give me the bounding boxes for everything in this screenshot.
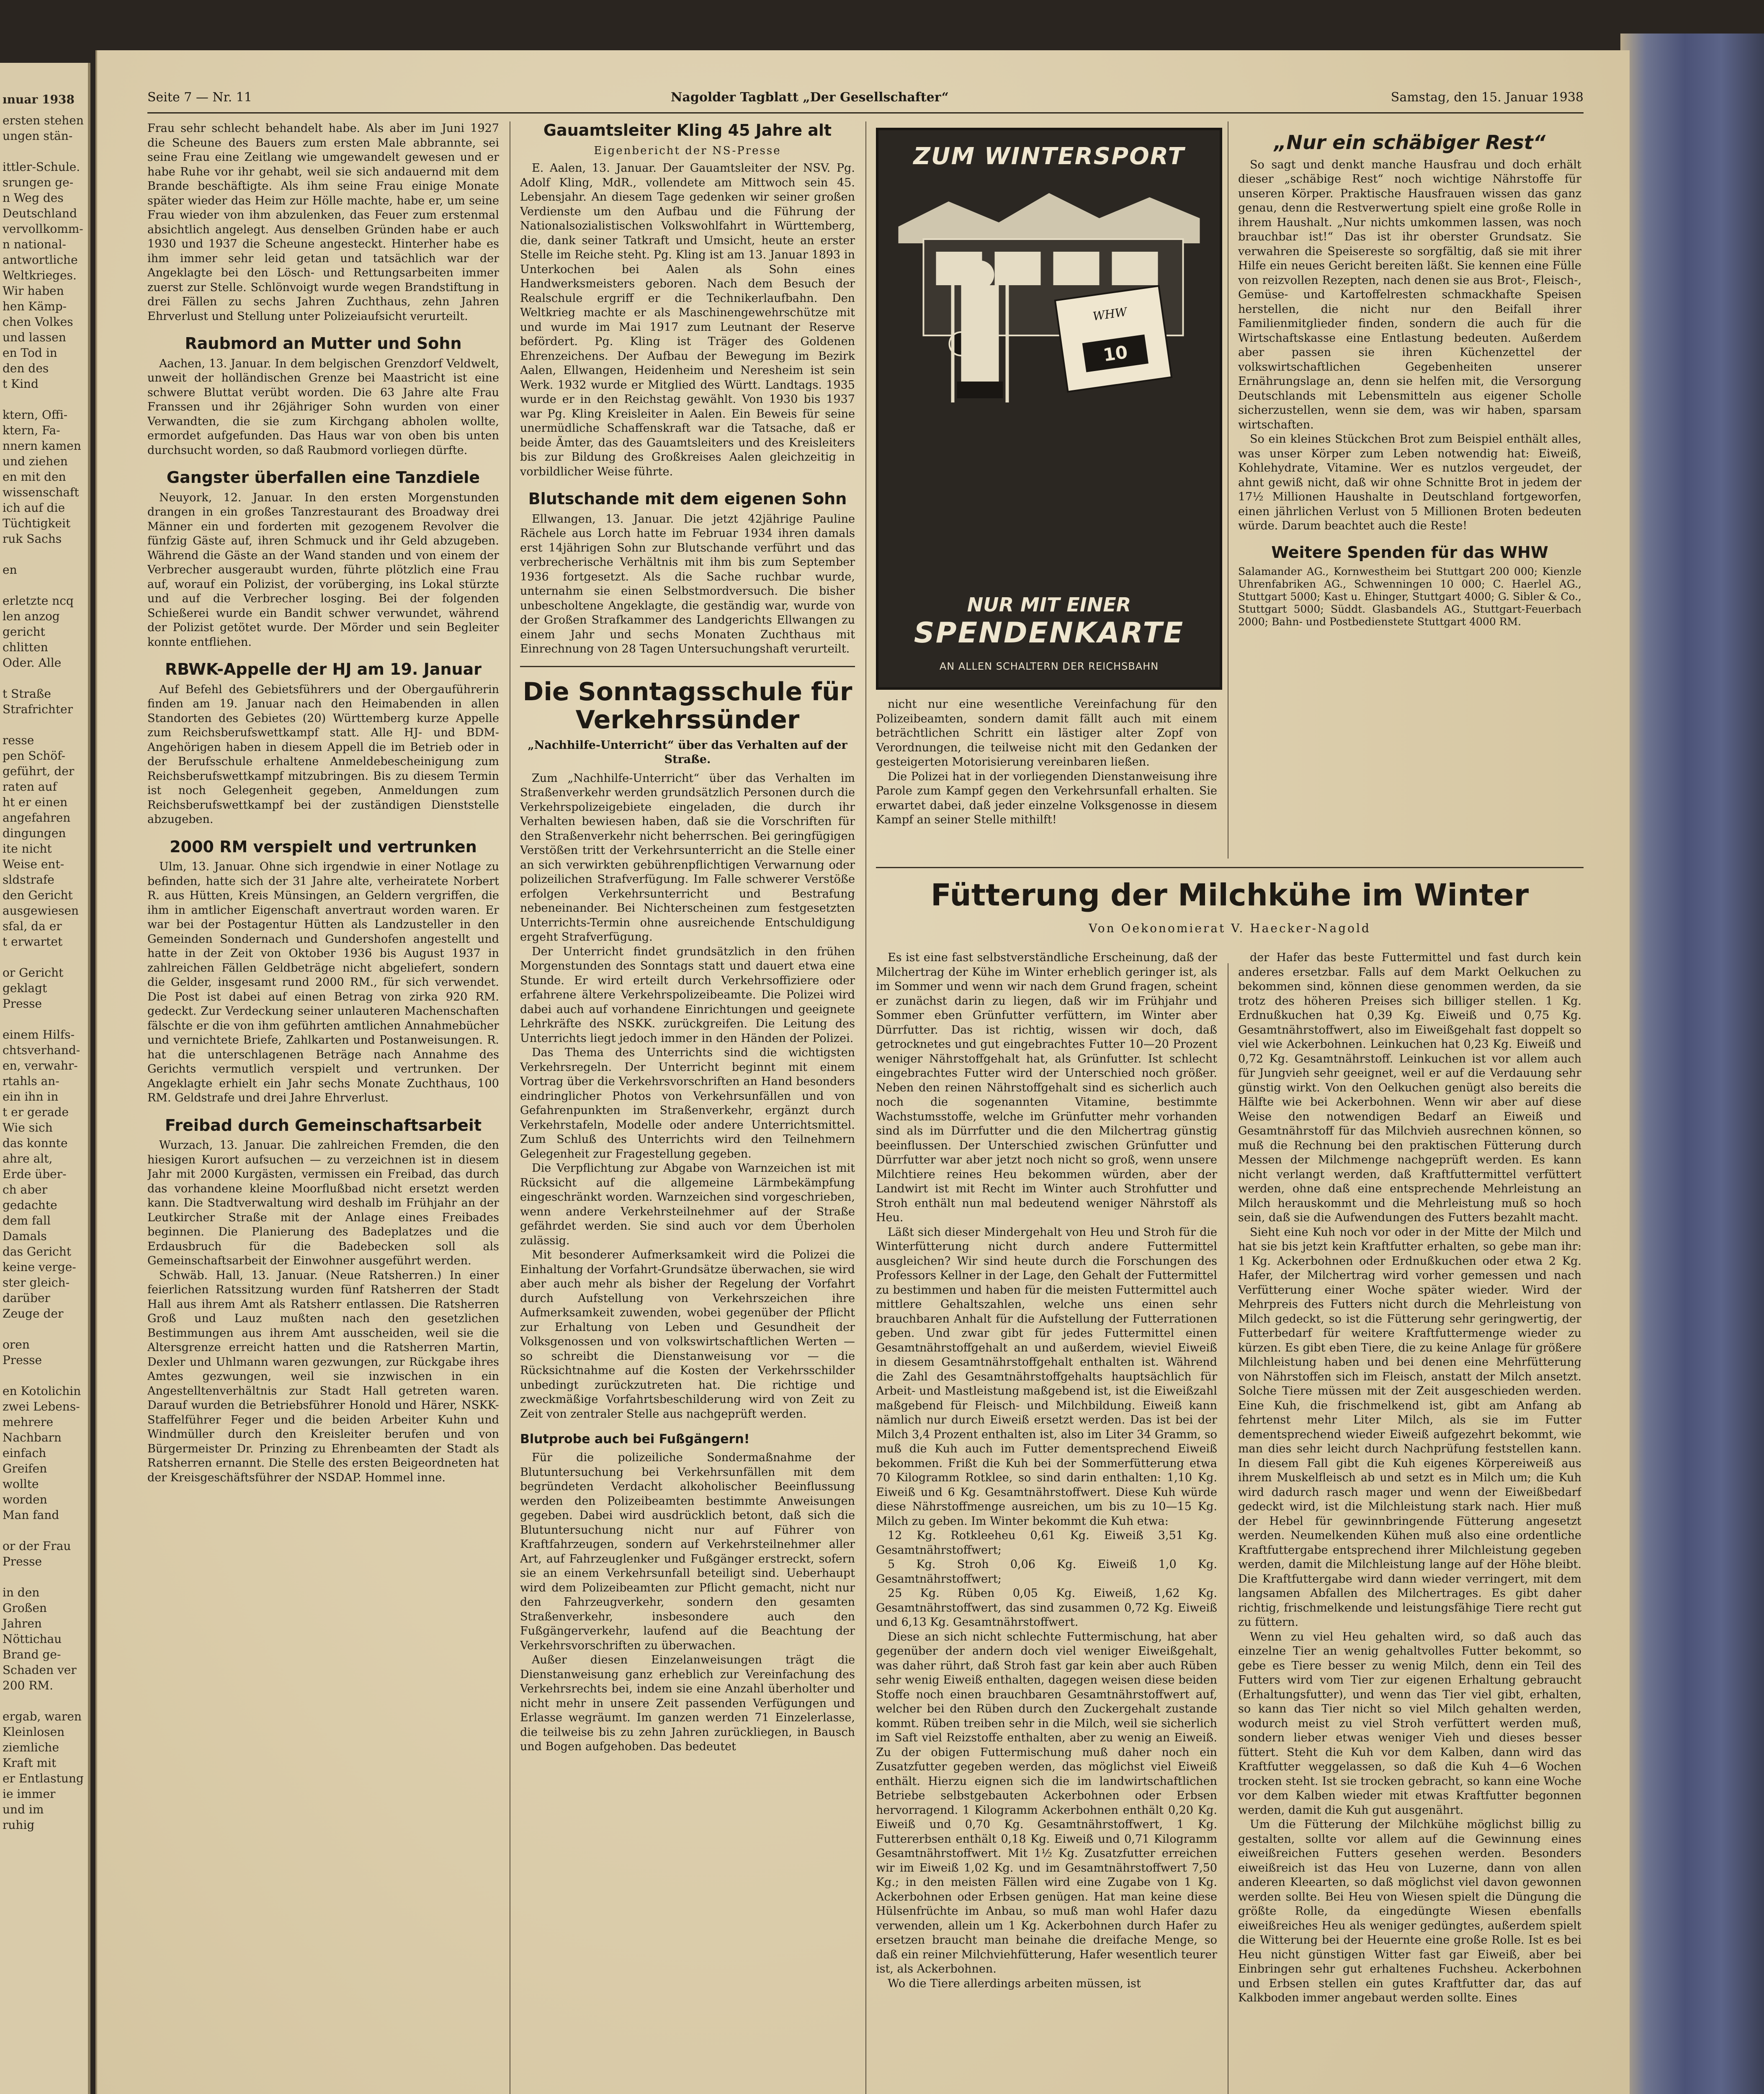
left-page-line: Schaden ver <box>3 1663 77 1677</box>
subheadline: „Nachhilfe-Unterricht“ über das Verhalten auf der Straße. <box>528 738 847 766</box>
byline: Eigenbericht der NS-Presse <box>594 144 781 157</box>
book-binding <box>1620 34 1764 2094</box>
left-page-line: Damals <box>3 1229 47 1243</box>
ad-footer: AN ALLEN SCHALTERN DER REICHSBAHN <box>939 660 1159 672</box>
left-page-line: ein ihn in <box>3 1090 59 1104</box>
left-page-line: len anzog <box>3 609 60 623</box>
paragraph: der Hafer das beste Futtermittel und fast durch kein anderes ersetzbar. Falls auf dem Markt Oelkuchen zu bekommen sind, können diese genommen werden, da sie trotz des höheren Preises sich billiger stellen. 1 Kg. Erdnußkuchen hat 0,39 Kg. Eiweiß und 0,75 Kg. Gesamtnährstoffwert, also im Eiweißgehalt fast doppelt so viel wie Ackerbohnen. Leinkuchen hat 0,23 Kg. Eiweiß und 0,72 Kg. Gesamtnährstoff. Leinkuchen ist vor allem auch für Jungvieh sehr geeignet, weil er auf die Verdauung sehr günstig wirkt. Von den Oelkuchen genügt also bereits die Hälfte wie bei Ackerbohnen. Wenn wir aber auf diese Weise den notwendigen Bedarf an Eiweiß und Gesamtnährstoff für das Milchvieh ausrechnen können, so muß die Rechnung bei den praktischen Fütterung durch Messen der Milchmenge nachgeprüft werden. Es kann nicht verlangt werden, daß Kraftfuttermittel verfüttert werden, ohne daß eine entsprechende Mehrleistung an Milch herauskommt und die Mehrleistung muß so hoch sein, daß sie die Aufwendungen des Futters bezahlt macht. <box>1238 951 1581 1224</box>
left-page-line: gericht <box>3 625 45 639</box>
headline-verspielt: 2000 RM verspielt und vertrunken <box>170 837 477 856</box>
section-rule <box>876 867 1584 868</box>
paragraph: Das Thema des Unterrichts sind die wichtigsten Verkehrsregeln. Der Unterricht beginnt mit einem Vortrag über die Verkehrsvorschriften an Hand besonders eindringlicher Photos von Verkehrsunfällen und von Gefahrenpunkten im Straßenverkehr, ergänzt durch Verkehrstafeln, Modelle oder andere Unterrichtsmittel. Zum Schluß des Unterrichts wird den Teilnehmern Gelegenheit zur Fragestellung gegeben. <box>520 1046 855 1160</box>
left-page-line: vervollkomm- <box>3 222 83 236</box>
article-text: Schwäb. Hall, 13. Januar. (Neue Ratsherren.) In einer feierlichen Ratssitzung wurden fünf Ratsherren der Stadt Hall aus ihrem Amt als Ratsherr entlassen. Die Ratsherren Groß und Lauz mußten nach den gesetzlichen Bestimmungen aus ihrem Amt ausscheiden, weil sie die Altersgrenze erreicht hatten und die Ratsherren Martin, Dexler und Uhlmann waren gezwungen, zur Rückgabe ihres Amtes gezwungen, weil sie inzwischen in ein Angestelltenverhältnis zur Stadt Hall getreten waren. Darauf wurden die Betriebsführer Honold und Härer, NSKK-Staffelführer Feger und die beiden Arbeiter Kuhn und Windmüller durch den Kreisleiter berufen und von Bürgermeister Dr. Prinzing zu Ehrenbeamten der Stadt als Ratsherren ernannt. Die Stelle des ersten Beigeordneten hat der Kreisgeschäftsführer der NSDAP. Hommel inne. <box>147 1269 499 1484</box>
left-page-line: en, verwahr- <box>3 1059 78 1073</box>
column-1 <box>147 121 499 2094</box>
article-body <box>520 1451 855 1754</box>
left-page-line: 200 RM. <box>3 1679 53 1692</box>
left-page-line: zwei Lebens- <box>3 1400 80 1413</box>
headline-kling: Gauamtsleiter Kling 45 Jahre alt <box>543 121 832 139</box>
left-page-line: Presse <box>3 1555 42 1568</box>
left-page-line: Wir haben <box>3 284 64 298</box>
skier-train-illustration <box>895 176 1203 411</box>
left-page-line: sfal, da er <box>3 919 62 933</box>
left-page-line: das konnte <box>3 1136 68 1150</box>
winter-sport-ad <box>876 128 1222 690</box>
left-page-fragment <box>0 63 90 2094</box>
left-page-line: Weise ent- <box>3 857 64 871</box>
left-page-line: en mit den <box>3 470 66 484</box>
left-page-line: und im <box>3 1803 44 1816</box>
paragraph: nicht nur eine wesentliche Vereinfachung für den Polizeibeamten, sondern damit fällt auch mit einem beträchtlichen Schritt ein lästiger alter Zopf von Verordnungen, die teilweise nicht mit den Gedanken der gesteigerten Motorisierung vereinbaren ließen. <box>876 698 1217 768</box>
running-head <box>147 90 1584 108</box>
headline-sonntagsschule: Die Sonntagsschule für Verkehrssünder <box>523 677 852 735</box>
left-page-line: t er gerade <box>3 1105 69 1119</box>
left-page-line: nnern kamen <box>3 439 81 453</box>
ad-illustration <box>895 176 1203 411</box>
paragraph: Außer diesen Einzelanweisungen trägt die Dienstanweisung ganz erheblich zur Vereinfachung des Verkehrsrechts bei, indem sie eine Anzahl überholter und nicht mehr in unsere Zeit passenden Verfügungen und Erlasse wegräumt. Im ganzen werden 71 Einzelerlasse, die teilweise bis zu zehn Jahren zurückliegen, in Bausch und Bogen aufgehoben. Das bedeutet <box>520 1653 855 1754</box>
article-body <box>876 697 1217 828</box>
headline-freibad: Freibad durch Gemeinschaftsarbeit <box>165 1116 482 1135</box>
article-continuation: Frau sehr schlecht behandelt habe. Als aber im Juni 1927 die Scheune des Bauers zum ersten Male abbrannte, sei seine Frau eine Zeitlang wie umgewandelt gewesen und er habe Ruhe vor ihr gehabt, weil sie sich andauernd mit dem Brande beschäftigte. Als ihm seine Frau einige Monate später wieder das Heim zur Hölle machte, habe er, um seine Frau wieder von ihm abzulenken, das Feuer zum erstenmal absichtlich angelegt. Aus denselben Gründen habe er auch 1930 und 1937 die Scheune angesteckt. Hinterher habe es ihm immer sehr leid getan und tatsächlich war der Angeklagte bei den Lösch- und Rettungsarbeiten immer zuerst zur Stelle. Schlönvoigt wurde wegen Brandstiftung in drei Fällen zu sechs Jahren Zuchthaus, zehn Jahren Ehrverlust und Stellung unter Polizeiaufsicht verurteilt. <box>147 122 499 323</box>
left-page-line: antwortliche <box>3 253 78 267</box>
left-page-line: t erwartet <box>3 935 63 949</box>
left-page-line: ruhig <box>3 1818 35 1832</box>
subhead-blutprobe: Blutprobe auch bei Fußgängern! <box>520 1432 750 1447</box>
headline-gangster: Gangster überfallen eine Tanzdiele <box>166 468 480 487</box>
left-page-line: ahre alt, <box>3 1152 53 1166</box>
paragraph: Diese an sich nicht schlechte Futtermischung, hat aber gegenüber der andern doch viel weniger Eiweißgehalt, was daher rührt, daß Stroh fast gar kein aber auch Rüben sehr wenig Eiweiß enthalten, dagegen weisen diese beiden Stoffe noch einen brauchbaren Gesamtnährstoffwert auf, welcher bei den Rüben durch den Zuckergehalt zustande kommt. Rüben treiben sehr in die Milch, weil sie sicherlich im Saft viel Reizstoffe enthalten, aber zu wenig an Eiweiß. Zu der obigen Futtermischung muß daher noch ein Zusatzfutter gegeben werden, das möglichst viel Eiweiß enthält. Hierzu eignen sich die im landwirtschaftlichen Betriebe selbstgebauten Ackerbohnen oder Erbsen hervorragend. 1 Kilogramm Ackerbohnen enthält 0,20 Kg. Eiweiß und 0,70 Kg. Gesamtnährstoffwert, 1 Kg. Futtererbsen enthält 0,18 Kg. Eiweiß und 0,71 Kilogramm Gesamtnährstoffwert. Mit 1½ Kg. Zusatzfutter erreichen wir im Eiweiß 1,02 Kg. und im Gesamtnährstoffwert 7,50 Kg.; in den meisten Fällen wird eine Zugabe von 1 Kg. Ackerbohnen oder Erbsen genügen. Hat man keine diese Hülsenfrüchte im Anbau, so muß man wohl Hafer dazu verwenden, allein um 1 Kg. Ackerbohnen durch Hafer zu ersetzen braucht man beinahe die dreifache Menge, so daß ein reiner Milchviehfütterung, Hafer wesentlich teurer ist, als Ackerbohnen. <box>876 1630 1217 1975</box>
left-page-line: raten auf <box>3 780 57 794</box>
left-page-line: ersten stehen <box>3 113 84 127</box>
left-page-line: angefahren <box>3 811 71 825</box>
article-body <box>520 771 855 1422</box>
left-page-line: geklagt <box>3 981 47 995</box>
paragraph: Wenn zu viel Heu gehalten wird, so daß auch das einzelne Tier an wenig gehaltvolles Futter bekommt, so gebe es Tiere besser zu wenig Milch, denn ein Teil des Futters wird vom Tier zur eigenen Erhaltung gebraucht (Erhaltungsfutter), und wenn das Tier viel gibt, erhalten, so kann das Tier nicht so viel Milch gehalten werden, wodurch meist zu viel Stroh verfüttert werden muß, sondern lieber etwas weniger Vieh und dieses besser füttert. Steht die Kuh vor dem Kalben, dann wird das Kraftfutter weggelassen, so daß die Kuh 4—6 Wochen trocken steht. Ist sie trocken gebracht, so kann eine Woche vor dem Kalben wieder mit etwas Kraftfutter begonnen werden, damit die Kuh gut ausgenährt. <box>1238 1630 1581 1817</box>
left-page-line: und ziehen <box>3 454 68 468</box>
left-page-line: einfach <box>3 1446 46 1460</box>
left-page-line: rtahls an- <box>3 1074 59 1088</box>
left-page-line: wollte <box>3 1477 39 1491</box>
issue-date: Samstag, den 15. Januar 1938 <box>1391 90 1584 105</box>
paragraph: Der Unterricht findet grundsätzlich in den frühen Morgenstunden des Sonntags statt und dauert etwa eine Stunde. Er wird erteilt durch Verkehrsoffiziere oder erfahrene ältere Verkehrspolizeibeamte. Die Polizei wird dabei auch auf vorhandene Einrichtungen und geeignete Lehrkräfte des NSKK. zurückgreifen. Die Leitung des Unterrichts liegt jedoch immer in den Händen der Polizei. <box>520 945 855 1045</box>
left-page-line: resse <box>3 733 34 747</box>
left-page-line: Brand ge- <box>3 1648 61 1661</box>
headline-appelle: RBWK-Appelle der HJ am 19. Januar <box>165 660 482 679</box>
article-text: Neuyork, 12. Januar. In den ersten Morgenstunden drangen in ein großes Tanzrestaurant des Broadway drei Männer ein und forderten mit gezogenem Revolver die fünfzig Gäste auf, ihren Schmuck und ihr Geld abzugeben. Während die Gäste an der Wand standen und von einem der Verbrecher ausgeraubt wurden, führte plötzlich eine Frau auf, worauf ein Polizist, der vorüberging, ins Lokal stürzte und auf die Verbrecher losging. Bei der folgenden Schießerei wurde ein Bandit schwer verwundet, während der Polizist getötet wurde. Der Mörder und sein Begleiter konnte entfliehen. <box>147 491 499 649</box>
header-rule <box>147 112 1584 113</box>
paragraph: Zum „Nachhilfe-Unterricht“ über das Verhalten im Straßenverkehr werden grundsätzlich Personen durch die Verkehrspolizeigebiete eingeladen, die durch ihr Verhalten bewiesen haben, daß sie die Vorschriften für den Straßenverkehr nicht beherrschen. Bei geringfügigen Verstößen tritt der Verkehrsunterricht an die Stelle einer an sich verwirkten gebührenpflichtigen Verwarnung oder polizeilichen Strafverfügung. Im Falle schwerer Verstöße erfolgen Verkehrsunterricht und Bestrafung nebeneinander. Bei Nichterscheinen zum festgesetzten Unterrichts-Termin ohne ausreichende Entschuldigung ergeht Strafverfügung. <box>520 771 855 944</box>
ad-title: ZUM WINTERSPORT <box>913 143 1185 170</box>
left-page-line: den des <box>3 361 49 375</box>
left-page-line: n national- <box>3 237 66 251</box>
paragraph: Für die polizeiliche Sondermaßnahme der Blutuntersuchung bei Verkehrsunfällen mit dem begründeten Verdacht alkoholischer Beeinflussung werden den Polizeibeamten bestimmte Anweisungen gegeben. Dabei wird ausdrücklich betont, daß sich die Blutuntersuchung nicht nur auf Führer von Kraftfahrzeugen, sondern auf Verkehrsteilnehmer aller Art, auf Fahrzeuglenker und Fußgänger erstreckt, sofern sie an einem Verkehrsunfall beteiligt sind. Ueberhaupt wird dem Polizeibeamten zur Pflicht gemacht, nicht nur den Fahrzeugverkehr, sondern den gesamten Straßenverkehr, insbesondere auch den Fußgängerverkehr, laufend auf die Beachtung der Verkehrsvorschriften zu überwachen. <box>520 1451 855 1652</box>
paragraph: Die Verpflichtung zur Abgabe von Warnzeichen ist mit Rücksicht auf die allgemeine Lärmbekämpfung eingeschränkt worden. Warnzeichen sind vorgeschrieben, wenn andere Verkehrsteilnehmer auf der Straße gefährdet werden. Sie sind auch vor dem Überholen zulässig. <box>520 1162 855 1247</box>
left-page-line: Presse <box>3 1353 42 1367</box>
donation-list: Salamander AG., Kornwestheim bei Stuttgart 200 000; Kienzle Uhrenfabriken AG., Schwenningen 10 000; C. Haerlel AG., Stuttgart 5000; Kast u. Ehinger, Stuttgart 4000; G. Sibler & Co., Stuttgart 5000; Süddt. Glasbandels AG., Stuttgart-Feuerbach 2000; Bahn- und Postbedienstete Stuttgart 4000 RM. <box>1238 565 1581 628</box>
left-page-line: Nachbarn <box>3 1431 62 1444</box>
paragraph: So sagt und denkt manche Hausfrau und doch erhält dieser „schäbige Rest“ noch wichtige Nährstoffe für unseren Körper. Praktische Hausfrauen wissen das ganz genau, denn die Restverwertung spielt eine große Rolle in ihrem Haushalt. „Nur nichts umkommen lassen, was noch brauchbar ist!“ Das ist ihr oberster Grundsatz. Sie verwahren die Speisereste so sorgfältig, daß sie mit ihrer Hilfe ein neues Gericht bereiten läßt. Sie kennen eine Fülle von reizvollen Rezepten, nach denen sie aus Brot-, Fleisch-, Gemüse- und Kartoffelresten schmackhafte Speisen herstellen, die nicht nur den Beifall ihrer Familienmitglieder finden, sondern die auch für die Wirtschaftskasse eine Entlastung bedeuten. Außerdem aber passen sie ihren Küchenzettel der volkswirtschaftlichen Gegebenheiten unserer Ernährungslage an, denn sie helfen mit, die Versorgung Deutschlands mit Lebensmitteln aus eigener Scholle sicherzustellen, wenn sie dem, was wir haben, sparsam wirtschaften. <box>1238 158 1581 431</box>
paragraph: Mit besonderer Aufmerksamkeit wird die Polizei die Einhaltung der Vorfahrt-Grundsätze überwachen, sie wird aber auch mehr als bisher der Regelung der Vorfahrt durch Aufstellung von Verkehrszeichen ihre Aufmerksamkeit zuwenden, wobei gegenüber der Pflicht zur Erhaltung von Leben und Gesundheit der Volksgenossen und von volkswirtschaftlichen Werten — so schreibt die Dienstanweisung vor — die Rücksichtnahme auf die Kosten der Verkehrsschilder unbedingt zurückzutreten hat. Die richtige und zweckmäßige Vorfahrtsbeschilderung wird von Zeit zu Zeit von zentraler Stelle aus nachgeprüft werden. <box>520 1248 855 1421</box>
left-page-line: ch aber <box>3 1183 48 1197</box>
left-page-line: ziemliche <box>3 1741 59 1754</box>
left-page-line: ruk Sachs <box>3 532 62 546</box>
left-page-line: wissenschaft <box>3 485 79 499</box>
left-page-line: erletzte ncq <box>3 594 74 608</box>
left-page-line: Man fand <box>3 1508 59 1522</box>
left-page-line: Tüchtigkeit <box>3 516 71 530</box>
section-rule <box>520 666 855 667</box>
article-text: Wurzach, 13. Januar. Die zahlreichen Fremden, die den hiesigen Kurort aufsuchen — zu verzeichnen ist in diesem Jahr mit 2000 Kurgästen, vermissen ein Freibad, das durch das vorhandene kleine Moorflußbad nicht ersetzt werden kann. Die Stadtverwaltung wird deshalb im Frühjahr an der Leutkircher Straße mit der Anlage eines Freibades beginnen. Die Planierung des Badeplatzes und die Erdausbruch für die Badebecken soll als Gemeinschaftsarbeit der Einwohner ausgeführt werden. <box>147 1139 499 1268</box>
left-page-line: ht er einen <box>3 795 68 809</box>
left-page-line: pen Schöf- <box>3 749 66 763</box>
left-page-line: gedachte <box>3 1198 57 1212</box>
left-page-line: en <box>3 563 17 577</box>
left-page-line: darüber <box>3 1291 50 1305</box>
left-page-line: keine verge- <box>3 1260 76 1274</box>
left-page-line: Presse <box>3 997 42 1011</box>
article-text: E. Aalen, 13. Januar. Der Gauamtsleiter der NSV. Pg. Adolf Kling, MdR., vollendete am Mittwoch sein 45. Lebensjahr. An diesem Tage gedenken wir seiner großen Verdienste um den Aufbau und die Führung der Nationalsozialistischen Volkswohlfahrt in Württemberg, die, dank seiner Tatkraft und Umsicht, heute an erster Stelle im Reiche steht. Pg. Kling ist am 13. Januar 1893 in Unterkochen bei Aalen als Sohn eines Handwerksmeisters geboren. Nach dem Besuch der Realschule ergriff er die Technikerlaufbahn. Den Weltkrieg machte er als Maschinengewehrschütze mit und wurde im Mai 1917 zum Leutnant der Reserve befördert. Pg. Kling ist Träger des Goldenen Ehrenzeichens. Der Aufbau der Bewegung im Bezirk Aalen, Ellwangen, Heidenheim und Neresheim ist sein Werk. 1932 wurde er Mitglied des Württ. Landtags. 1935 wurde er in den Reichstag gewählt. Von 1930 bis 1937 war Pg. Kling Kreisleiter in Aalen. Ein Beweis für seine unermüdliche Schaffenskraft war die Tatsache, daß er beide Ämter, das des Gauamtsleiters und des Kreisleiters bis zur Bildung des Großkreises Aalen gleichzeitig in vorbildlicher Weise führte. <box>520 162 855 478</box>
paragraph: Läßt sich dieser Mindergehalt von Heu und Stroh für die Winterfütterung nicht durch andere Futtermittel ausgleichen? Wir sind heute durch die Forschungen des Professors Kellner in der Lage, den Gehalt der Futtermittel zu bestimmen und haben für die meisten Futtermittel auch mittlere Gehaltszahlen, welche uns einen sehr brauchbaren Anhalt für die Aufstellung der Futterrationen geben. Und zwar gibt für jedes Futtermittel einen Gesamtnährstoffgehalt an und außerdem, wieviel Eiweiß in diesem Gesamtnährstoffgehalt enthalten ist. Während die Zahl des Gesamtnährstoffgehalts hauptsächlich für Arbeit- und Mastleistung maßgebend ist, ist die Eiweißzahl maßgebend für Fleisch- und Milchbildung. Eiweiß kann nämlich nur durch Eiweiß ersetzt werden. Das ist bei der Milch 3,4 Prozent enthalten ist, also im Liter 34 Gramm, so muß die Kuh auch im Futter dementsprechend Eiweiß bekommen. Frißt die Kuh bei der Sommerfütterung etwa 70 Kilogramm Rotklee, so sind darin enthalten: 1,10 Kg. Eiweiß und 6 Kg. Gesamtnährstoffwert. Diese Kuh würde diese Nährstoffmenge ausreichen, um bis zu 10—15 Kg. Milch zu geben. Im Winter bekommt die Kuh etwa: <box>876 1225 1217 1528</box>
left-page-line: sldstrafe <box>3 873 54 887</box>
article-text: Auf Befehl des Gebietsführers und der Obergauführerin finden am 19. Januar nach den Heimabenden in allen Standorten des Gebietes (20) Württemberg kurze Appelle zum Reichsberufswettkampf statt. Alle HJ- und BDM-Angehörigen haben in diesem Appell die im Betrieb oder in der Berufsschule erhaltene Anmeldebescheinigung zum Reichsberufswettkampf mitzubringen. Bis zu diesem Termin ist noch Gelegenheit gegeben, Anmeldungen zum Reichsberufswettkampf bei der zuständigen Dienststelle abzugeben. <box>147 683 499 826</box>
article-text: Ulm, 13. Januar. Ohne sich irgendwie in einer Notlage zu befinden, hatte sich der 31 Jahre alte, verheiratete Norbert R. aus Hütten, Kreis Münsingen, an Geldern vergriffen, die ihm in amtlicher Eigenschaft anvertraut worden waren. Er war bei der Postagentur Hütten als Landzusteller in den Gemeinden Sondernach und Gundershofen angestellt und hatte in der Zeit von Oktober 1936 bis August 1937 in zahlreichen Fällen Geldbeträge nicht abgeliefert, sondern die Gelder, insgesamt rund 2000 RM., für sich verwendet. Die Post ist dabei auf einen Betrag von zirka 920 RM. gedeckt. Zur Verdeckung seiner unlauteren Machenschaften fälschte er die von ihm geführten amtlichen Annahmebücher und vernichtete Briefe, Zahlkarten und Postanweisungen. R. hat die unterschlagenen Beträge nach Annahme des Gerichts vermutlich verspielt und vertrunken. Der Angeklagte erhielt ein Jahr sechs Monate Zuchthaus, 100 RM. Geldstrafe und drei Jahre Ehrverlust. <box>147 860 499 1105</box>
article-text: Ellwangen, 13. Januar. Die jetzt 42jährige Pauline Rächele aus Lorch hatte im Februar 1934 ihren damals erst 14jährigen Sohn zur Blutschande verführt und das verbrecherische Verhältnis mit ihm bis zum September 1936 fortgesetzt. Als die Sache ruchbar wurde, unternahm sie einen Selbstmordversuch. Die bisher unbescholtene Angeklagte, die geständig war, wurde von der Großen Strafkammer des Landgerichts Ellwangen zu einem Jahr und sechs Monaten Zuchthaus mit Einrechnung von 28 Tagen Untersuchungshaft verurteilt. <box>520 512 855 656</box>
newspaper-page <box>95 50 1630 2094</box>
left-page-line: Oder. Alle <box>3 656 62 670</box>
page-number: Seite 7 — Nr. 11 <box>147 90 252 105</box>
left-page-line: oren <box>3 1338 30 1351</box>
article-body <box>876 951 1217 1991</box>
column-3-continuation <box>876 697 1217 856</box>
ad-subtitle: NUR MIT EINER <box>967 593 1131 616</box>
article-body <box>1238 951 1581 2006</box>
left-page-line: ie immer <box>3 1787 56 1801</box>
left-page-line: Jahren <box>3 1617 42 1630</box>
left-page-line: Nöttichau <box>3 1632 62 1646</box>
masthead: Nagolder Tagblatt „Der Gesellschafter“ <box>671 90 949 105</box>
left-page-line: einem Hilfs- <box>3 1028 75 1042</box>
article-body <box>1238 158 1581 534</box>
paragraph: Die Polizei hat in der vorliegenden Dienstanweisung ihre Parole zum Kampf gegen den Verkehrsunfall erhalten. Sie erwartet dabei, daß jeder einzelne Volksgenosse in diesem Kampf an seiner Stelle mithilft! <box>876 770 1217 826</box>
left-page-line: Zeuge der <box>3 1307 64 1320</box>
left-page-line: Großen <box>3 1601 47 1615</box>
left-page-line: Greifen <box>3 1462 47 1475</box>
left-page-line: en Kotolichin <box>3 1384 81 1398</box>
headline-spenden: Weitere Spenden für das WHW <box>1271 543 1548 562</box>
left-page-line: ittler-Schule. <box>3 160 80 174</box>
left-page-line: srungen ge- <box>3 175 74 189</box>
left-page-line: t Straße <box>3 687 51 701</box>
left-page-line: er Entlastung <box>3 1772 84 1785</box>
column-milch-b <box>1238 951 1581 2094</box>
headline-rest: „Nur ein schäbiger Rest“ <box>1274 131 1546 154</box>
left-page-line: t Kind <box>3 377 39 391</box>
left-page-line: ich auf die <box>3 501 65 515</box>
left-page-line: dem fall <box>3 1214 51 1228</box>
article-text: Aachen, 13. Januar. In dem belgischen Grenzdorf Veldwelt, unweit der holländischen Grenze bei Maastricht ist eine schwere Bluttat verübt worden. Die 63 Jahre alte Frau Franssen und ihr 26jähriger Sohn wurden von einer Verwandten, die sie zum Kirchgang abholen wollte, ermordet aufgefunden. Das Haus war von oben bis unten durchsucht worden, so daß Raubmord vorliegen dürfte. <box>147 357 499 457</box>
left-page-line: ster gleich- <box>3 1276 70 1289</box>
left-page-line: or der Frau <box>3 1539 71 1553</box>
left-page-line: worden <box>3 1493 47 1506</box>
column-rule <box>865 121 866 2094</box>
headline-raubmord: Raubmord an Mutter und Sohn <box>185 334 462 353</box>
column-4 <box>1238 128 1581 856</box>
paragraph: 12 Kg. Rotkleeheu 0,61 Kg. Eiweiß 3,51 Kg. Gesamtnährstoffwert; <box>876 1529 1217 1557</box>
left-page-line: und lassen <box>3 330 66 344</box>
paragraph: Um die Fütterung der Milchkühe möglichst billig zu gestalten, sollte vor allem auf die Gewinnung eines eiweißreichen Futters gesehen werden. Besonders eiweißreich ist das Heu von Luzerne, dann von allen anderen Kleearten, so daß möglichst viel davon gewonnen werden sollte. Bei Heu von Wiesen spielt die Düngung die größte Rolle, da eingedüngte Wiesen ebenfalls eiweißreiches Heu als weniger gedüngtes, außerdem spielt die Witterung bei der Heuernte eine große Rolle. Ist es bei Heu nicht günstigen Witter fast gar Eiweiß, aber bei Einbringen sehr gut erhaltenes Fuchsheu. Ackerbohnen und Erbsen stellen ein gutes Kraftfutter dar, das auf Kalkboden immer angebaut werden sollte. Eines <box>1238 1818 1581 2004</box>
left-page-line: das Gericht <box>3 1245 72 1258</box>
column-milch-a <box>876 951 1217 2094</box>
paragraph: So ein kleines Stückchen Brot zum Beispiel enthält alles, was unser Körper zum Leben notwendig hat: Eiweiß, Kohlehydrate, Vitamine. Wer es nutzlos vergeudet, der ahnt gewiß nicht, daß wir ohne Schnitte Brot in jedem der 17½ Millionen Haushalte in Deutschland fortgeworfen, einen jährlichen Verlust von 5 Millionen Broten bedeuten würde. Darum beachtet auch die Reste! <box>1238 433 1581 533</box>
ad-main-text: SPENDENKARTE <box>914 616 1185 650</box>
left-page-line: Weltkrieges. <box>3 268 77 282</box>
left-page-line: chtsverhand- <box>3 1043 80 1057</box>
left-page-line: ite nicht <box>3 842 52 856</box>
left-page-line: ausgewiesen <box>3 904 79 918</box>
left-page-line: Erde über- <box>3 1167 67 1181</box>
left-page-line: n Weg des <box>3 191 64 205</box>
left-page-line: hen Kämp- <box>3 299 67 313</box>
left-page-line: chlitten <box>3 640 48 654</box>
left-page-line: geführt, der <box>3 764 75 778</box>
left-page-line: den Gericht <box>3 888 73 902</box>
paragraph: 5 Kg. Stroh 0,06 Kg. Eiweiß 1,0 Kg. Gesamtnährstoffwert; <box>876 1558 1217 1586</box>
left-page-line: ungen stän- <box>3 129 73 143</box>
byline: Von Oekonomierat V. Haecker-Nagold <box>1089 921 1371 935</box>
paragraph: Sieht eine Kuh noch vor oder in der Mitte der Milch und hat sie bis jetzt kein Kraftfutter erhalten, so gebe man ihr: 1 Kg. Ackerbohnen oder Erdnußkuchen oder etwa 2 Kg. Hafer, der Milchertrag wird vorher gemessen und nach Verfütterung einer Woche später wieder. Wird der Mehrpreis des Futters nicht durch die Mehrleistung von Milch gedeckt, so ist die Fütterung sehr geringwertig, der Futterbedarf für weitere Kraftfuttermenge wieder zu kürzen. Es gibt eben Tiere, die zu keine Anlage für größere Milchleistung haben und bei denen eine Mehrfütterung von Nährstoffen sich im Fleisch, anstatt der Milch ansetzt. Solche Tiere müssen mit der Zeit ausgeschieden werden. Eine Kuh, die frischmelkend ist, gibt am Anfang ab fehrtenst mehr Liter Milch, als sie im Futter dementsprechend wieder Eiweiß aufgezehrt bekommt, wie man dies sehr leicht durch Nachprüfung feststellen kann. In diesem Fall gibt die Kuh eigenes Körpereiweiß aus ihrem Muskelfleisch ab und setzt es in Milch um; die Kuh wird dadurch rasch mager und wenn der Eiweißbedarf gedeckt wird, ist die Milchleistung stark nach. Hier muß der Hebel für gewinnbringende Fütterung angesetzt werden. Neumelkenden Kühen muß also eine ordentliche Kraftfuttergabe entsprechend ihrer Milchleistung gegeben werden, damit die Milchleistung lange auf der Höhe bleibt. Die Kraftfuttergabe wird dann wieder verringert, mit dem langsamen Abfallen des Milchertrages. Es gibt daher richtig, frischmelkende und leistungsfähige Tiere recht gut zu füttern. <box>1238 1225 1581 1629</box>
column-2 <box>520 121 855 2094</box>
left-page-line: mehrere <box>3 1415 54 1429</box>
paragraph: 25 Kg. Rüben 0,05 Kg. Eiweiß, 1,62 Kg. Gesamtnährstoffwert, das sind zusammen 0,72 Kg. Eiweiß und 6,13 Kg. Gesamtnährstoffwert. <box>876 1587 1217 1629</box>
left-page-line: dingungen <box>3 826 66 840</box>
left-page-line: in den <box>3 1586 40 1599</box>
left-page-line: Strafrichter <box>3 702 73 716</box>
left-page-line: Wie sich <box>3 1121 53 1135</box>
left-page-line: ktern, Offi- <box>3 408 68 422</box>
left-page-line: or Gericht <box>3 966 64 980</box>
left-page-line: Kraft mit <box>3 1756 57 1770</box>
left-page-line: Kleinlosen <box>3 1725 65 1739</box>
left-page-line: ergab, waren <box>3 1710 82 1723</box>
card-script: WHW <box>1092 305 1128 324</box>
headline-milchkuehe: Fütterung der Milchkühe im Winter <box>930 877 1529 913</box>
headline-blutschande: Blutschande mit dem eigenen Sohn <box>528 490 847 508</box>
paragraph: Es ist eine fast selbstverständliche Erscheinung, daß der Milchertrag der Kühe im Winter erheblich geringer ist, als im Sommer und wenn wir nach dem Grund fragen, scheint er zunächst darin zu liegen, daß wir im Frühjahr und Sommer eben Grünfutter verfüttern, im Winter aber Dürrfutter. Das ist richtig, wissen wir doch, daß getrocknetes und gut eingebrachtes Futter 10—20 Prozent weniger Nährstoffgehalt hat, als Grünfutter. Ist schlecht eingebrachtes Futter wird der Unterschied noch größer. Neben den reinen Nährstoffgehalt sind es sicherlich auch noch die sogenannten Vitamine, bestimmte Wachstumsstoffe, welche im Grünfutter mehr vorhanden sind als im Dürrfutter und die den Milchertrag günstig beeinflussen. Der Unterschied zwischen Grünfutter und Dürrfutter war aber jetzt noch nicht so groß, wenn unsere Milchtiere reines Heu bekommen würden, aber der Landwirt ist mit Recht im Winter auch Strohfutter und Stroh enthält nun mal bedeutend weniger Nährstoff als Heu. <box>876 951 1217 1224</box>
left-page-line: chen Volkes <box>3 315 73 329</box>
left-page-line: ktern, Fa- <box>3 423 60 437</box>
left-page-date: ınuar 1938 <box>3 93 75 106</box>
left-page-line: Deutschland <box>3 206 77 220</box>
left-page-line: en Tod in <box>3 346 57 360</box>
card-value: 10 <box>1102 341 1129 366</box>
paragraph: Wo die Tiere allerdings arbeiten müssen, ist <box>888 1977 1141 1990</box>
